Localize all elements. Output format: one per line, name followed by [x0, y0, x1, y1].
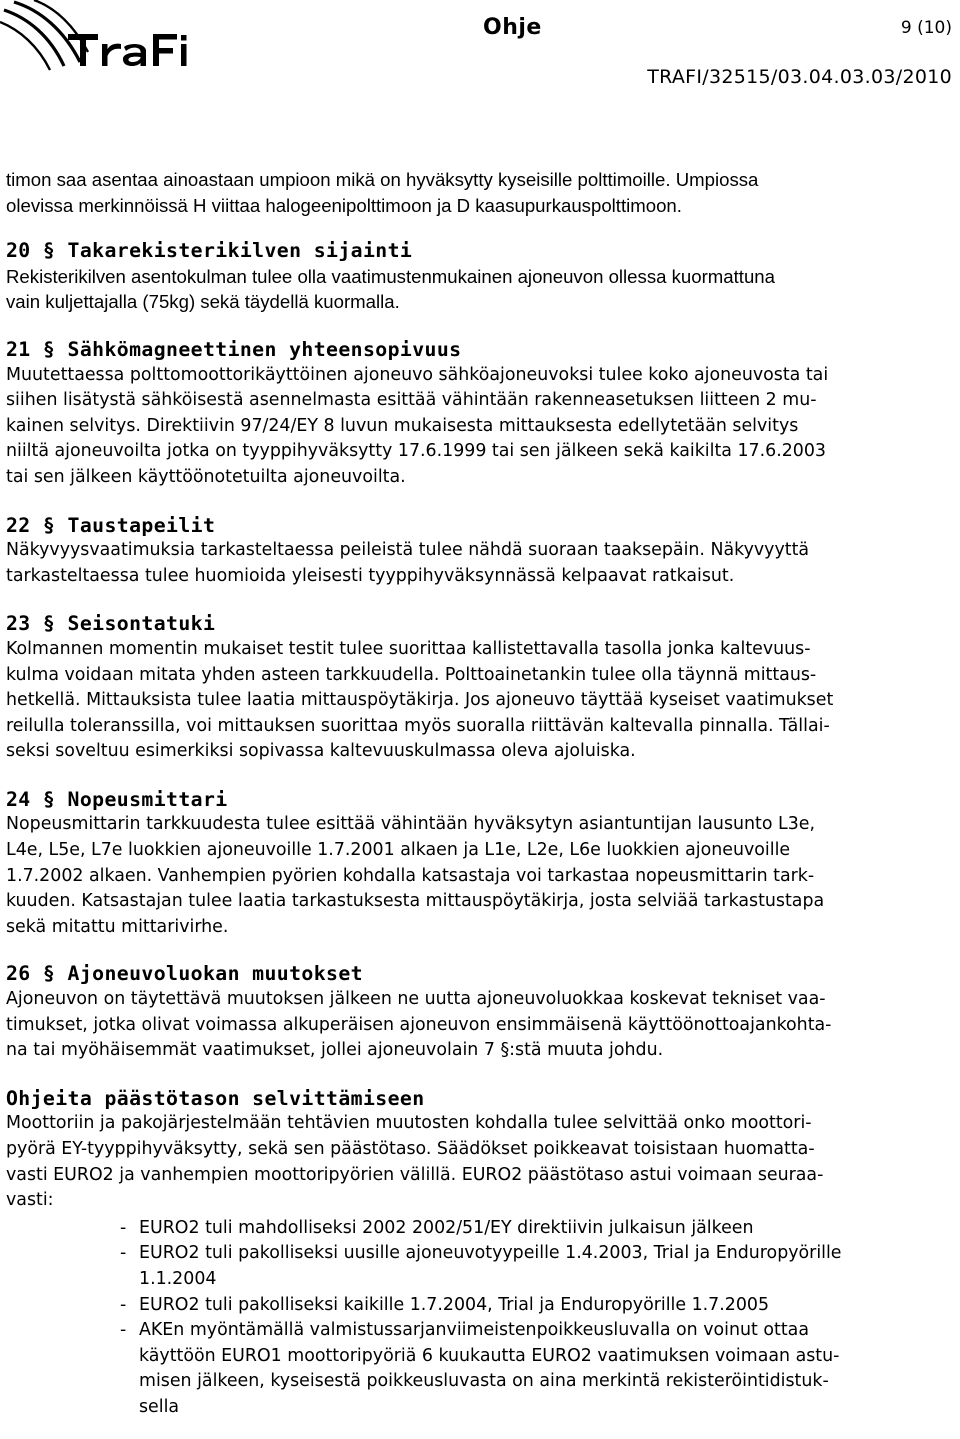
section-heading: 23 § Seisontatuki	[6, 612, 216, 636]
section-heading: Ohjeita päästötason selvittämiseen	[6, 1086, 425, 1110]
page-number: 9 (10)	[900, 18, 952, 38]
section-body: Rekisterikilven asentokulman tulee olla vaatimustenmukainen ajoneuvon ollessa kuormattuna vain kuljettajalla (75kg) sekä täydellä kuormalla.	[6, 265, 775, 313]
document-body	[6, 167, 950, 1439]
page-header	[0, 0, 960, 110]
bullet-dash: -	[120, 1320, 127, 1341]
section-heading: 26 § Ajoneuvoluokan muutokset	[6, 962, 363, 986]
list-item-text: EURO2 tuli mahdolliseksi 2002 2002/51/EY direktiivin julkaisun jälkeen	[139, 1217, 754, 1238]
emission-section	[6, 1086, 950, 1421]
section-body: Ajoneuvon on täytettävä muutoksen jälkeen ne uutta ajoneuvoluokkaa koskevat tekniset vaa- timukset, jotka olivat voimassa alkuperäisen ajoneuvon ensimmäisenä käyttöönottoajankohta- na tai myöhäisemmät vaatimukset, jollei ajoneuvolain 7 §:stä muuta johdu.	[6, 989, 832, 1061]
section-body: Muutettaessa polttomoottorikäyttöinen ajoneuvo sähköajoneuvoksi tulee koko ajoneuvosta tai siihen lisätystä sähköisestä asennelmasta esittää vähintään rakenneasetuksen liitteen 2 mu- kainen selvitys. Direktiivin 97/24/EY 8 luvun mukaisesta mittauksesta edellytetään selvitys niiltä ajoneuvoilta jotka on tyyppihyväksytty 17.6.1999 tai sen jälkeen sekä kaikilta 17.6.2003 tai sen jälkeen käyttöönotetuilta ajoneuvoilta.	[6, 364, 829, 487]
intro-paragraph: timon saa asentaa ainoastaan umpioon mikä on hyväksytty kyseisille polttimoille. Umpiossa olevissa merkinnöissä H viittaa halogeenipolttimoon ja D kaasupurkauspolttimoon.	[6, 169, 759, 216]
intro-paragraph-block	[6, 167, 950, 218]
section-heading: 22 § Taustapeilit	[6, 513, 216, 537]
bullet-dash: -	[120, 1294, 127, 1315]
euro2-list	[6, 1216, 950, 1421]
section-body: Moottoriin ja pakojärjestelmään tehtävien muutosten kohdalla tulee selvittää onko moottori- pyörä EY-tyyppihyväksytty, sekä sen päästötaso. Säädökset poikkeavat toisistaan huomatta- vasti EURO2 ja vanhempien moottoripyörien välillä. EURO2 päästötaso astui voimaan seuraa- vasti:	[6, 1113, 824, 1211]
section-21	[6, 337, 950, 491]
list-item-text: EURO2 tuli pakolliseksi kaikille 1.7.2004, Trial ja Enduropyörille 1.7.2005	[139, 1294, 770, 1315]
section-heading: 20 § Takarekisterikilven sijainti	[6, 239, 413, 263]
section-26	[6, 961, 950, 1063]
document-reference: TRAFI/32515/03.04.03.03/2010	[647, 66, 952, 88]
list-item	[6, 1216, 950, 1242]
list-item-text: EURO2 tuli pakolliseksi uusille ajoneuvotyypeille 1.4.2003, Trial ja Enduropyörille 1.1.2004	[139, 1243, 842, 1289]
trafi-logo	[0, 0, 240, 100]
document-type: Ohje	[483, 15, 542, 40]
list-item-text: AKEn myöntämällä valmistussarjanviimeistenpoikkeusluvalla on voinut ottaa käyttöön EURO1 moottoripyöriä 6 kuukautta EURO2 vaatimuksen voimaan astu- misen jälkeen, kyseisestä poikkeusluvasta on aina merkintä rekisteröintidistuk- sella	[139, 1320, 840, 1417]
section-22	[6, 513, 950, 590]
section-20	[6, 238, 950, 315]
section-24	[6, 787, 950, 941]
section-body: Näkyvyysvaatimuksia tarkasteltaessa peileistä tulee nähdä suoraan taaksepäin. Näkyvyyttä tarkasteltaessa tulee huomioida yleisesti tyyppihyväksynnässä kelpaavat ratkaisut.	[6, 540, 810, 586]
list-item	[6, 1241, 950, 1292]
section-body: Nopeusmittarin tarkkuudesta tulee esittää vähintään hyväksytyn asiantuntijan lausunto L3e, L4e, L5e, L7e luokkien ajoneuvoille 1.7.2001 alkaen ja L1e, L2e, L6e luokkien ajoneuvoille 1.7.2002 alkaen. Vanhempien pyörien kohdalla katsastaja voi tarkastaa nopeusmittarin tark- kuuden. Katsastajan tulee laatia tarkastuksesta mittauspöytäkirja, josta selviää tarkastustapa sekä mitattu mittarivirhe.	[6, 814, 825, 937]
bullet-dash: -	[120, 1243, 127, 1264]
list-item	[6, 1293, 950, 1319]
bullet-dash: -	[120, 1217, 127, 1238]
list-item	[6, 1318, 950, 1420]
section-heading: 24 § Nopeusmittari	[6, 787, 228, 811]
section-23	[6, 611, 950, 765]
section-body: Kolmannen momentin mukaiset testit tulee suorittaa kallistettavalla tasolla jonka kaltevuus- kulma voidaan mitata yhden asteen tarkkuudella. Polttoainetankin tulee olla täynnä mittaus- hetkellä. Mittauksista tulee laatia mittauspöytäkirja. Jos ajoneuvo täyttää kyseiset vaatimukset reilulla toleranssilla, voi mittauksen suorittaa myös suoralla riittävän kaltevalla pinnalla. Tällai- seksi soveltuu esimerkiksi sopivassa kaltevuuskulmassa oleva ajoluiska.	[6, 638, 834, 762]
section-heading: 21 § Sähkömagneettinen yhteensopivuus	[6, 337, 462, 361]
